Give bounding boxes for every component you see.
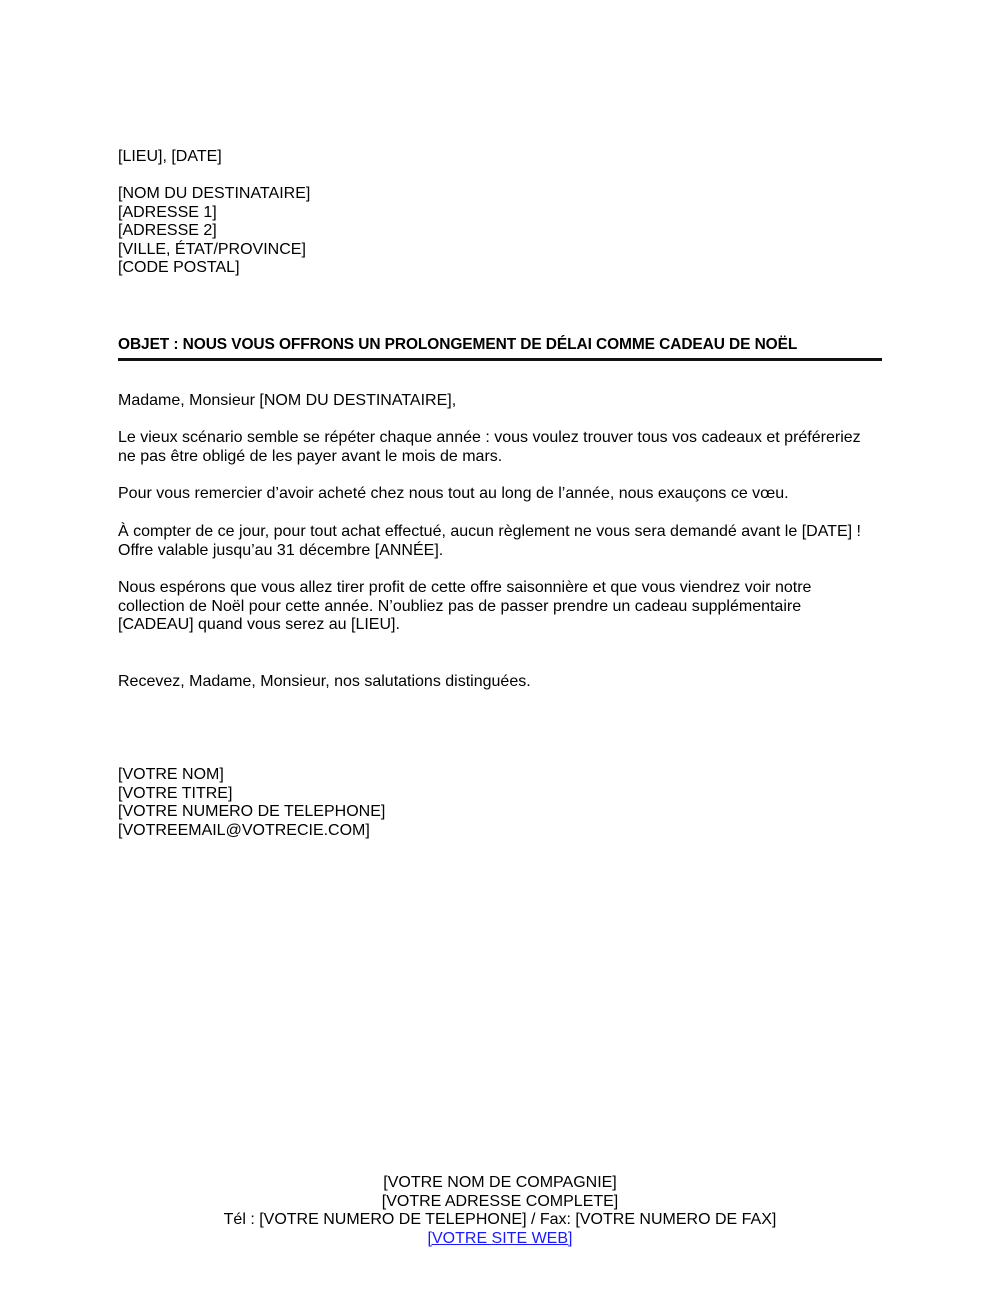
paragraph-line: Offre valable jusqu’au 31 décembre [ANNÉE]. (118, 541, 444, 559)
body-paragraph-1 (118, 429, 888, 466)
subject-divider (118, 358, 882, 361)
paragraph-line: À compter de ce jour, pour tout achat effectué, aucun règlement ne vous sera demandé avant le [DATE] ! (118, 523, 861, 540)
footer-address: [VOTRE ADRESSE COMPLETE] (381, 1192, 619, 1210)
footer-company-name: [VOTRE NOM DE COMPAGNIE] (383, 1174, 617, 1191)
paragraph-line: collection de Noël pour cette année. N’oubliez pas de passer prendre un cadeau supplémentaire (118, 597, 802, 615)
paragraph-line: Le vieux scénario semble se répéter chaque année : vous voulez trouver tous vos cadeaux et préféreriez (118, 429, 861, 446)
recipient-address-1: [ADRESSE 1] (118, 203, 217, 221)
salutation (118, 392, 888, 411)
body-paragraph-2 (118, 485, 888, 504)
signature-block (118, 766, 888, 840)
recipient-city-state: [VILLE, ÉTAT/PROVINCE] (118, 240, 306, 258)
place-date-text: [LIEU], [DATE] (118, 148, 222, 165)
footer-contact: Tél : [VOTRE NUMERO DE TELEPHONE] / Fax: [VOTRE NUMERO DE FAX] (223, 1211, 777, 1229)
paragraph-line: [CADEAU] quand vous serez au [LIEU]. (118, 616, 400, 634)
recipient-name: [NOM DU DESTINATAIRE] (118, 185, 311, 202)
salutation-text: Madame, Monsieur [NOM DU DESTINATAIRE], (118, 392, 457, 409)
recipient-postal-code: [CODE POSTAL] (118, 259, 240, 277)
recipient-address (118, 185, 888, 278)
paragraph-line: Pour vous remercier d’avoir acheté chez nous tout au long de l’année, nous exauçons ce vœu. (118, 485, 789, 502)
sender-title: [VOTRE TITRE] (118, 784, 233, 802)
company-footer (0, 1174, 1000, 1248)
footer-website-link[interactable]: [VOTRE SITE WEB] (427, 1229, 573, 1247)
paragraph-line: Nous espérons que vous allez tirer profit de cette offre saisonnière et que vous viendrez voir notre (118, 579, 812, 596)
paragraph-line: ne pas être obligé de les payer avant le mois de mars. (118, 447, 503, 465)
closing (118, 673, 888, 692)
sender-phone: [VOTRE NUMERO DE TELEPHONE] (118, 803, 386, 821)
recipient-address-2: [ADRESSE 2] (118, 222, 217, 240)
body-paragraph-4 (118, 579, 888, 635)
sender-email: [VOTREEMAIL@VOTRECIE.COM] (118, 821, 370, 839)
body-paragraph-3 (118, 523, 888, 560)
closing-text: Recevez, Madame, Monsieur, nos salutations distinguées. (118, 673, 531, 690)
sender-name: [VOTRE NOM] (118, 766, 224, 783)
place-date (118, 148, 888, 167)
subject-text: OBJET : NOUS VOUS OFFRONS UN PROLONGEMENT DE DÉLAI COMME CADEAU DE NOËL (118, 336, 798, 353)
subject-line (118, 336, 888, 355)
